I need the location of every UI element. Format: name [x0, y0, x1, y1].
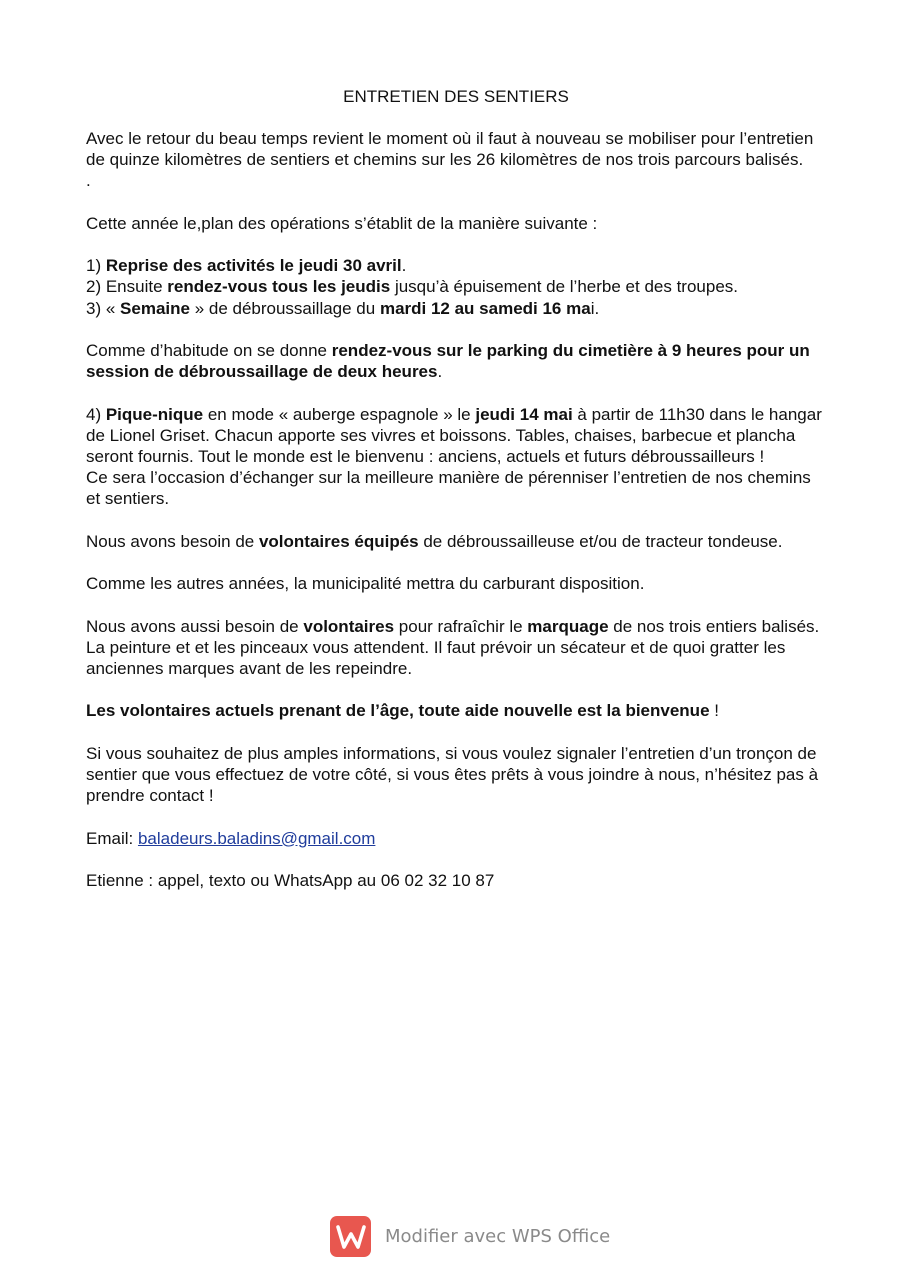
document-title: ENTRETIEN DES SENTIERS	[343, 87, 569, 106]
item1-suffix: .	[401, 256, 407, 276]
marking-bold2: marquage	[527, 616, 609, 636]
item3-prefix: 3) «	[86, 298, 121, 318]
volunteers-suffix: de débroussailleuse et/ou de tracteur tondeuse.	[418, 531, 783, 551]
intro-paragraph: Avec le retour du beau temps revient le moment où il faut à nouveau se mobiliser pour l’entretien de quinze kilomètres de sentiers et chemins sur les 26 kilomètres de nos trois parcours balisés.	[86, 129, 814, 170]
intro-dot: .	[86, 171, 91, 191]
volunteers-bold: volontaires équipés	[258, 531, 419, 551]
item3-bold1: Semaine	[120, 298, 190, 318]
marking-suffix: de nos trois entiers balisés. La peinture et et les pinceaux vous attendent. Il faut prévoir un sécateur et de quoi gratter les anciennes marques avant de les repeindre.	[86, 616, 820, 678]
item3-suffix: i.	[590, 298, 600, 318]
plan-list	[86, 255, 826, 319]
info-paragraph: Si vous souhaitez de plus amples informations, si vous voulez signaler l’entretien d’un tronçon de sentier que vous effectuez de votre côté, si vous êtes prêts à vous joindre à nous, n’hésitez pas à prendre contact !	[86, 743, 819, 806]
item3-bold2: mardi 12 au samedi 16 ma	[379, 298, 591, 318]
picnic-paragraph	[86, 404, 826, 510]
wps-footer-text: Modifier avec WPS Office	[385, 1226, 611, 1247]
marking-mid: pour rafraîchir le	[394, 616, 528, 636]
appeal-paragraph	[86, 700, 826, 721]
item4-bold1: Pique-nique	[105, 404, 204, 424]
marking-bold1: volontaires	[303, 616, 395, 636]
item4-prefix: 4)	[86, 404, 106, 424]
volunteers-prefix: Nous avons besoin de	[86, 531, 259, 551]
item2-prefix: 2) Ensuite	[86, 277, 168, 297]
document-page	[86, 86, 826, 912]
appeal-bold: Les volontaires actuels prenant de l’âge, toute aide nouvelle est la bienvenue	[86, 701, 710, 721]
item1-prefix: 1)	[86, 256, 106, 276]
marking-paragraph	[86, 616, 826, 680]
email-line	[86, 828, 826, 849]
item2-bold: rendez-vous tous les jeudis	[167, 277, 391, 297]
appeal-suffix: !	[709, 701, 719, 721]
meeting-bold: rendez-vous sur le parking du cimetière à 9 heures pour un session de débroussaillage de deux heures	[86, 340, 810, 382]
meeting-paragraph	[86, 340, 826, 382]
item4-mid1: en mode « auberge espagnole » le	[203, 404, 476, 424]
email-link[interactable]: baladeurs.baladins@gmail.com	[137, 828, 376, 848]
fuel-paragraph: Comme les autres années, la municipalité mettra du carburant disposition.	[86, 574, 645, 594]
meeting-prefix: Comme d’habitude on se donne	[86, 340, 332, 360]
volunteers-paragraph	[86, 531, 826, 552]
contact-line: Etienne : appel, texto ou WhatsApp au 06 02 32 10 87	[86, 870, 495, 890]
meeting-suffix: .	[437, 362, 443, 382]
marking-prefix: Nous avons aussi besoin de	[86, 616, 304, 636]
plan-intro: Cette année le,plan des opérations s’établit de la manière suivante :	[86, 213, 598, 233]
wps-office-logo-icon	[330, 1216, 371, 1257]
item2-suffix: jusqu’à épuisement de l’herbe et des troupes.	[390, 277, 738, 297]
email-label: Email:	[86, 828, 138, 848]
item4-mid2: à partir de 11h30 dans le hangar de Lionel Griset. Chacun apporte ses vivres et boissons. Tables, chaises, barbecue et plancha seront fournis. Tout le monde est le bienvenu : anciens, actuels et futurs débroussailleurs !	[86, 404, 822, 466]
item4-line2: Ce sera l’occasion d’échanger sur la meilleure manière de pérenniser l’entretien de nos chemins et sentiers.	[86, 468, 811, 509]
item1-bold: Reprise des activités le jeudi 30 avril	[105, 256, 402, 276]
item4-bold2: jeudi 14 mai	[475, 404, 573, 424]
item3-mid: » de débroussaillage du	[189, 298, 380, 318]
wps-footer[interactable]	[330, 1216, 610, 1257]
